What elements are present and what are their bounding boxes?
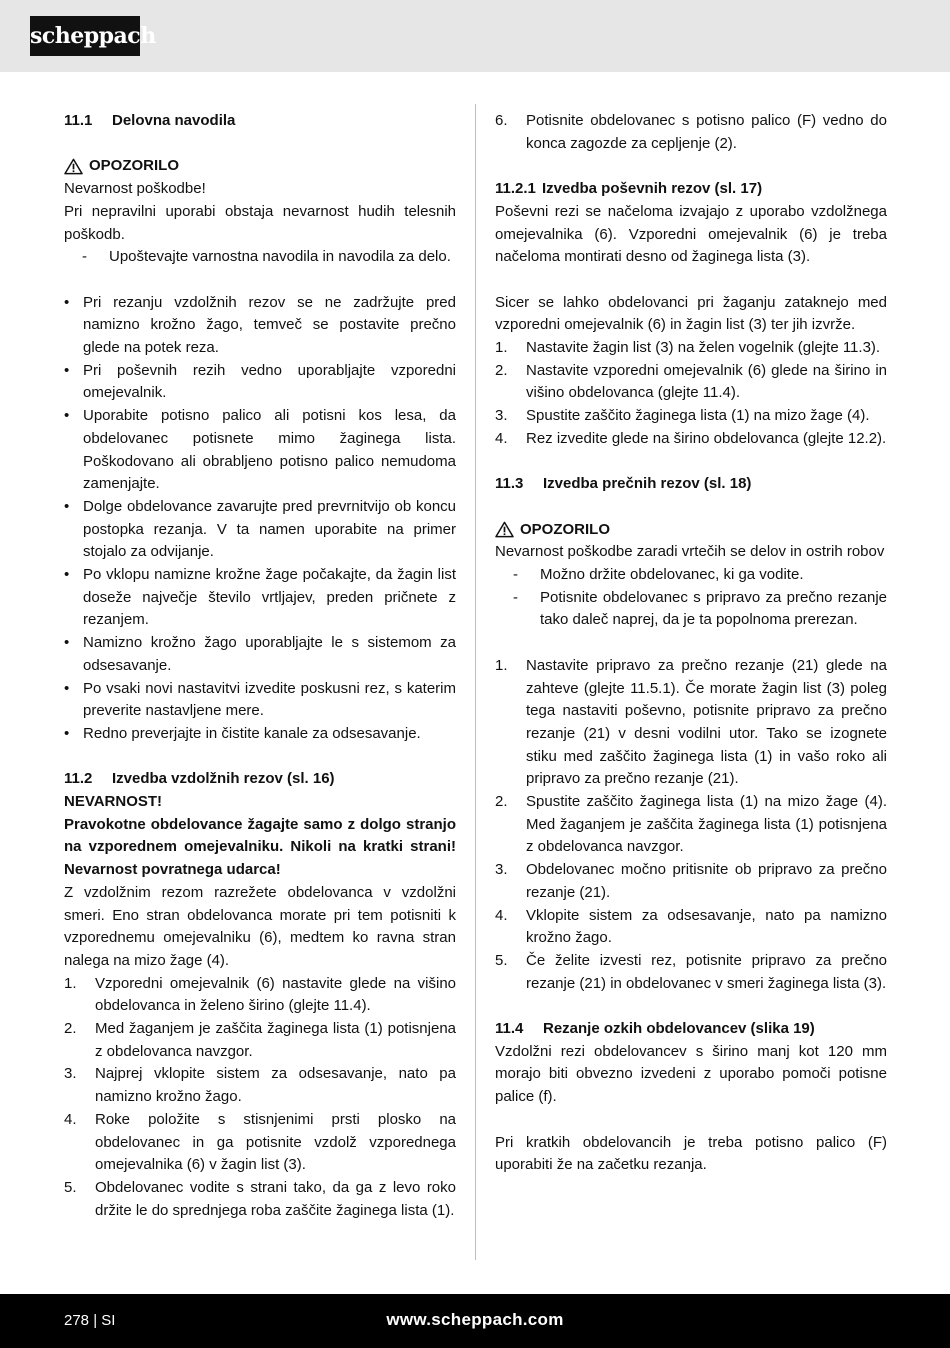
- bullet-item: • Uporabite potisno palico ali potisni kos lesa, da obdelovanec potisnete mimo žaginega lista. Poškodovano ali obrabljeno potisno palico nemudoma zamenjajte.: [64, 407, 456, 493]
- section-heading-11-2-1: 11.2.1 Izvedba poševnih rezov (sl. 17): [495, 180, 763, 198]
- numbered-step: 2. Med žaganjem je zaščita žaginega lista (1) potisnjena z obdelovanca navzgor.: [64, 1020, 456, 1060]
- section-heading-11-3: 11.3 Izvedba prečnih rezov (sl. 18): [495, 475, 752, 493]
- paragraph: Poševni rezi se načeloma izvajajo z uporabo vzdolžnega omejevalnika (6). Vzporedni omejevalnik (6) je treba načeloma montirati desno od žaginega lista (3).: [495, 202, 887, 266]
- bullet-item: • Dolge obdelovance zavarujte pred prevrnitvijo ob koncu postopka rezanja. V ta namen uporabite na primer stojalo za odvijanje.: [64, 497, 456, 561]
- numbered-step: 1. Vzporedni omejevalnik (6) nastavite glede na višino obdelovanca in želeno širino (glejte 11.4).: [64, 974, 456, 1015]
- right-column: [495, 110, 887, 1177]
- numbered-step: 1. Nastavite pripravo za prečno rezanje (21) glede na zahteve (glejte 11.5.1). Če morate žagin list (3) poleg tega nastaviti poševno, potisnite pripravo za prečno rezanje (21) v desni vodilni utor. Tako se izognete stiku med zaščito žaginega lista (1) in vašo roko ali pripravo za prečno rezanje (21).: [495, 656, 887, 788]
- section-heading-11-2: 11.2 Izvedba vzdolžnih rezov (sl. 16): [64, 770, 335, 788]
- paragraph: Vzdolžni rezi obdelovancev s širino manj kot 120 mm morajo biti obvezno izvedeni z uporabo pomoči potisne palice (f).: [495, 1042, 887, 1106]
- paragraph: Z vzdolžnim rezom razrežete obdelovanca v vzdolžni smeri. Eno stran obdelovanca morate pri tem potisniti k vzporednemu omejevalniku (6), medtem ko ravna stran nalega na mizo žage (4).: [64, 883, 456, 969]
- dash-item: - Upoštevajte varnostna navodila in navodila za delo.: [82, 248, 451, 266]
- numbered-step: 5. Obdelovanec vodite s strani tako, da ga z levo roko držite le do sprednjega roba zaščite žaginega lista (1).: [64, 1179, 456, 1219]
- numbered-step: 4. Roke položite s stisnjenimi prsti plosko na obdelovanec in ga potisnite vzdolž vzporednega omejevalnika (6) v žagin list (3).: [64, 1110, 456, 1174]
- warning-title: OPOZORILO: [495, 519, 887, 542]
- footer-band: [0, 1294, 950, 1348]
- numbered-step: 4. Vklopite sistem za odsesavanje, nato pa namizno krožno žago.: [495, 906, 887, 947]
- numbered-step: 3. Obdelovanec močno pritisnite ob pripravo za prečno rezanje (21).: [495, 861, 887, 901]
- warning-triangle-icon: [495, 521, 514, 538]
- warning-text: Nevarnost poškodbe zaradi vrtečih se delov in ostrih robov: [495, 543, 885, 561]
- dash-item: - Možno držite obdelovanec, ki ga vodite.: [513, 566, 804, 583]
- bullet-item: • Namizno krožno žago uporabljajte le s sistemom za odsesavanje.: [64, 634, 456, 674]
- numbered-step: 3. Najprej vklopite sistem za odsesavanje, nato pa namizno krožno žago.: [64, 1065, 456, 1106]
- numbered-step: 2. Nastavite vzporedni omejevalnik (6) glede na širino in višino obdelovanca (glejte 11.4).: [495, 361, 887, 402]
- warning-text: Nevarnost poškodbe!: [64, 180, 206, 198]
- numbered-step: 2. Spustite zaščito žaginega lista (1) na mizo žage (4). Med žaganjem je zaščita žaginega lista (1) potisnjena z obdelovanca navzgor.: [495, 793, 887, 856]
- warning-text: Pri nepravilni uporabi obstaja nevarnost hudih telesnih poškodb.: [64, 202, 456, 243]
- scheppach-logo: scheppach: [30, 16, 140, 56]
- warning-title: OPOZORILO: [64, 155, 456, 178]
- bullet-item: • Pri rezanju vzdolžnih rezov se ne zadržujte pred namizno krožno žago, temveč se postavite prečno glede na potek reza.: [64, 293, 456, 356]
- numbered-step: 5. Če želite izvesti rez, potisnite pripravo za prečno rezanje (21) in obdelovanec v smeri žaginega lista (3).: [495, 951, 887, 992]
- numbered-step: 3. Spustite zaščito žaginega lista (1) na mizo žage (4).: [495, 407, 870, 425]
- danger-text: Pravokotne obdelovance žagajte samo z dolgo stranjo na vzporednem omejevalniku. Nikoli na kratki strani! Nevarnost povratnega udarca!: [64, 815, 456, 879]
- page-number: 278 | SI: [64, 1312, 116, 1329]
- bullet-item: • Redno preverjajte in čistite kanale za odsesavanje.: [64, 724, 421, 742]
- bullet-item: • Pri poševnih rezih vedno uporabljajte vzporedni omejevalnik.: [64, 361, 456, 402]
- section-heading-11-1: 11.1 Delovna navodila: [64, 112, 236, 129]
- bullet-item: • Po vsaki novi nastavitvi izvedite poskusni rez, s katerim preverite nastavljene mere.: [64, 679, 456, 720]
- section-heading-11-4: 11.4 Rezanje ozkih obdelovancev (slika 19): [495, 1020, 815, 1038]
- header-band: [0, 0, 950, 72]
- danger-title: NEVARNOST!: [64, 793, 163, 811]
- paragraph: Pri kratkih obdelovancih je treba potisno palico (F) uporabiti že na začetku rezanja.: [495, 1133, 887, 1174]
- website-link[interactable]: www.scheppach.com: [386, 1310, 564, 1329]
- warning-triangle-icon: [64, 158, 83, 175]
- dash-item: - Potisnite obdelovanec s pripravo za prečno rezanje tako daleč naprej, da je ta popolnoma prerezan.: [513, 588, 887, 629]
- bullet-item: • Po vklopu namizne krožne žage počakajte, da žagin list doseže največje število vrtljajev, preden pričnete z rezanjem.: [64, 566, 456, 629]
- left-column: [64, 110, 456, 1222]
- numbered-step: 1. Nastavite žagin list (3) na želen vogelnik (glejte 11.3).: [495, 339, 881, 356]
- numbered-step: 6. Potisnite obdelovanec s potisno palico (F) vedno do konca zagozde za cepljenje (2).: [495, 112, 887, 152]
- numbered-step: 4. Rez izvedite glede na širino obdelovanca (glejte 12.2).: [495, 429, 887, 447]
- column-divider: [475, 104, 476, 1260]
- paragraph: Sicer se lahko obdelovanci pri žaganju zataknejo med vzporedni omejevalnik (6) in žagin list (3) ter jih izvrže.: [495, 293, 887, 334]
